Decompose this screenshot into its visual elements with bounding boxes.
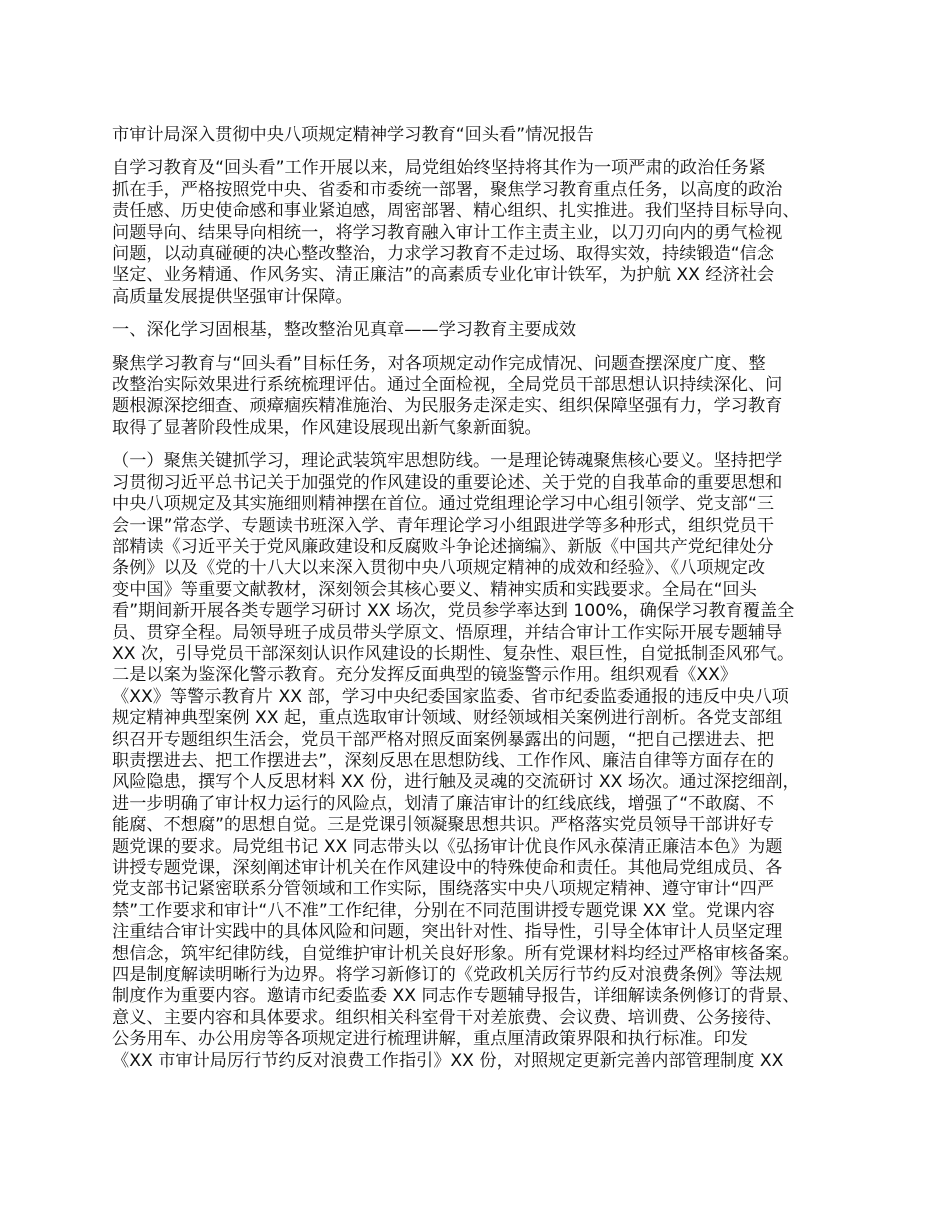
text-line: 取得了显著阶段性成果，作风建设展现出新气象新面貌。 bbox=[112, 417, 542, 438]
text-line: 中央八项规定及其实施细则精神摆在首位。通过党组理论学习中心组引领学、党支部“三 bbox=[112, 494, 775, 515]
text-line: 公务用车、办公用房等各项规定进行梳理讲解，重点厘清政策界限和执行标准。印发 bbox=[112, 1029, 748, 1050]
text-line: XX 次，引导党员干部深刻认识作风建设的长期性、复杂性、艰巨性，自觉抵制歪风邪气。 bbox=[112, 643, 795, 664]
text-line: 改整治实际效果进行系统梳理评估。通过全面检视，全局党员干部思想认识持续深化、问 bbox=[112, 375, 783, 396]
text-line: 讲授专题党课，深刻阐述审计机关在作风建设中的特殊使命和责任。其他局党组成员、各 bbox=[112, 858, 783, 878]
text-line: 党支部书记紧密联系分管领域和工作实际，围绕落实中央八项规定精神、遵守审计“四严 bbox=[112, 879, 775, 900]
text-line: （一）聚焦关键抓学习，理论武装筑牢思想防线。一是理论铸魂聚焦核心要义。坚持把学 bbox=[112, 451, 783, 472]
text-line: 条例》以及《党的十八大以来深入贯彻中央八项规定精神的成效和经验》、《八项规定改 bbox=[112, 558, 766, 579]
text-line: 进一步明确了审计权力运行的风险点，划清了廉洁审计的红线底线，增强了“不敢腐、不 bbox=[112, 793, 775, 814]
section-heading bbox=[112, 320, 842, 341]
text-line: 规定精神典型案例 XX 起，重点选取审计领域、财经领域相关案例进行剖析。各党支部组 bbox=[112, 708, 783, 729]
text-line: 会一课”常态学、专题读书班深入学、青年理论学习小组跟进学等多种形式，组织党员干 bbox=[112, 515, 775, 536]
text-line: 《XX》等警示教育片 XX 部，学习中央纪委国家监委、省市纪委监委通报的违反中央八项 bbox=[112, 686, 789, 707]
text-line: 题根源深挖细查、顽瘴痼疾精准施治、为民服务走深走实、组织保障坚强有力，学习教育 bbox=[112, 396, 783, 417]
text-line: 二是以案为鉴深化警示教育。充分发挥反面典型的镜鉴警示作用。组织观看《XX》 bbox=[112, 665, 738, 686]
text-line: 看”期间新开展各类专题学习研讨 XX 场次，党员参学率达到 100%，确保学习教育覆盖全 bbox=[112, 601, 795, 622]
text-line: 员、贯穿全程。局领导班子成员带头学原文、悟原理，并结合审计工作实际开展专题辅导 bbox=[112, 622, 783, 643]
text-line: 变中国》等重要文献教材，深刻领会其核心要义、精神实质和实践要求。全局在“回头 bbox=[112, 579, 757, 600]
text-line: 四是制度解读明晰行为边界。将学习新修订的《党政机关厉行节约反对浪费条例》等法规 bbox=[112, 965, 783, 986]
text-line: 坚定、业务精通、作风务实、清正廉洁”的高素质专业化审计铁军，为护航 XX 经济社会 bbox=[112, 265, 775, 286]
text-line: 能腐、不想腐”的思想自觉。三是党课引领凝聚思想共识。严格落实党员领导干部讲好专 bbox=[112, 815, 775, 836]
text-line: 禁”工作要求和审计“八不准”工作纪律，分别在不同范围讲授专题党课 XX 堂。党课内容 bbox=[112, 900, 775, 921]
text-line: 想信念，筑牢纪律防线，自觉维护审计机关良好形象。所有党课材料均经过严格审核备案。 bbox=[112, 943, 800, 964]
body-paragraph bbox=[112, 158, 842, 308]
text-line: 制度作为重要内容。邀请市纪委监委 XX 同志作专题辅导报告，详细解读条例修订的背景、 bbox=[112, 986, 800, 1007]
text-line: 高质量发展提供坚强审计保障。 bbox=[112, 286, 353, 307]
text-line: 职责摆进去、把工作摆进去”，深刻反思在思想防线、工作作风、廉洁自律等方面存在的 bbox=[112, 750, 775, 771]
text-line: 抓在手，严格按照党中央、省委和市委统一部署，聚焦学习教育重点任务，以高度的政治 bbox=[112, 179, 783, 200]
body-paragraph bbox=[112, 451, 842, 1072]
text-line: 部精读《习近平关于党风廉政建设和反腐败斗争论述摘编》、新版《中国共产党纪律处分 bbox=[112, 536, 774, 557]
text-line: 问题，以动真碰硬的决心整改整治，力求学习教育不走过场、取得实效，持续锻造“信念 bbox=[112, 244, 775, 265]
document-title: 市审计局深入贯彻中央八项规定精神学习教育“回头看”情况报告 bbox=[112, 125, 594, 145]
text-line: 责任感、历史使命感和事业紧迫感，周密部署、精心组织、扎实推进。我们坚持目标导向、 bbox=[112, 201, 800, 222]
text-line: 注重结合审计实践中的具体风险和问题，突出针对性、指导性，引导全体审计人员坚定理 bbox=[112, 922, 783, 943]
document-body bbox=[112, 158, 842, 1072]
text-line: 织召开专题组织生活会，党员干部严格对照反面案例暴露出的问题，“把自己摆进去、把 bbox=[112, 729, 775, 750]
text-line: 《XX 市审计局厉行节约反对浪费工作指引》XX 份，对照规定更新完善内部管理制度 XX bbox=[112, 1050, 784, 1071]
text-line: 自学习教育及“回头看”工作开展以来，局党组始终坚持将其作为一项严肃的政治任务紧 bbox=[112, 158, 766, 179]
text-line: 题党课的要求。局党组书记 XX 同志带头以《弘扬审计优良作风永葆清正廉洁本色》为题 bbox=[112, 836, 783, 857]
text-line: 习贯彻习近平总书记关于加强党的作风建设的重要论述、关于党的自我革命的重要思想和 bbox=[112, 472, 783, 493]
text-line: 聚焦学习教育与“回头看”目标任务，对各项规定动作完成情况、问题查摆深度广度、整 bbox=[112, 353, 766, 374]
text-line: 问题导向、结果导向相统一，将学习教育融入审计工作主责主业，以刀刃向内的勇气检视 bbox=[112, 222, 783, 243]
text-line: 风险隐患，撰写个人反思材料 XX 份，进行触及灵魂的交流研讨 XX 场次。通过深挖细剖， bbox=[112, 772, 800, 793]
body-paragraph bbox=[112, 354, 842, 440]
text-line: 一、深化学习固根基，整改整治见真章——学习教育主要成效 bbox=[112, 320, 577, 341]
text-line: 意义、主要内容和具体要求。组织相关科室骨干对差旅费、会议费、培训费、公务接待、 bbox=[112, 1007, 783, 1028]
document-page bbox=[112, 125, 842, 1084]
